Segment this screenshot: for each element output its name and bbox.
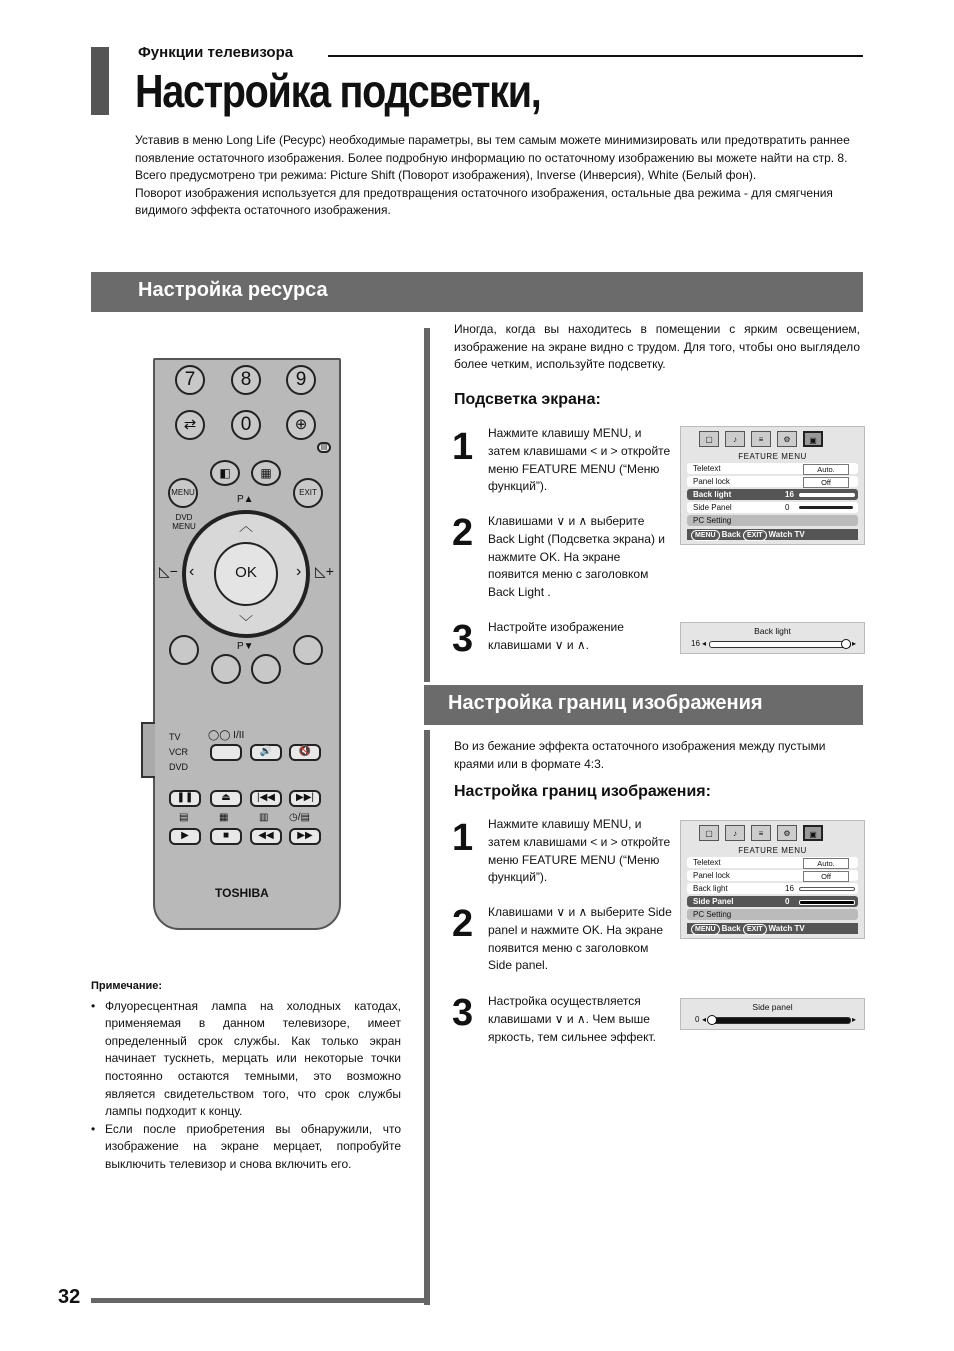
bar-left-arrow-icon: ◂ (702, 1015, 707, 1024)
setup-icon: ⚙ (777, 825, 797, 841)
menu-row-label: Side Panel (693, 502, 732, 512)
step-text: Клавишами ∨ и ∧ выберите Back Light (Подсветка экрана) и нажмите OK. На экране появится меню с заголовком Back Light . (488, 514, 665, 600)
bar-knob (841, 639, 851, 649)
p-down-label: P▼ (237, 641, 254, 652)
backlight-intro: Иногда, когда вы находитесь в помещении с ярким освещением, изображение на экране видно с трудом. Для того, чтобы оно выглядело более четким, используйте подсветку. (454, 322, 860, 372)
eject-icon: ⏏ (210, 790, 242, 807)
page-title: Настройка подсветки, (135, 65, 541, 117)
exit-key: EXIT (743, 924, 767, 935)
digit-7-button: 7 (175, 365, 205, 395)
menu-row-slider (799, 493, 855, 497)
fast-forward-icon: ▶▶ (289, 828, 321, 845)
volume-down-icon: ◺− (159, 563, 178, 579)
channel-icon: ≡ (751, 825, 771, 841)
feature-icon: ▣ (803, 825, 823, 841)
feature-icon: ▣ (803, 431, 823, 447)
intro-paragraph: Поворот изображения используется для предотвращения остаточного изображения, остальные два режима - для смягчения видимого эффекта остаточного изображения. (135, 185, 833, 218)
bar-right-arrow-icon: ▸ (852, 1015, 857, 1024)
footer-rule (91, 1298, 427, 1303)
step-number: 2 (452, 512, 474, 554)
sidepanel-intro: Во из бежание эффекта остаточного изображения между пустыми краями или в формате 4:3. (454, 739, 826, 771)
exit-button: EXIT (293, 478, 323, 508)
backlight-bar-screen (680, 622, 865, 654)
menu-row-pc-setting (687, 909, 858, 921)
menu-row-side-panel (687, 896, 858, 908)
backlight-heading: Подсветка экрана: (454, 391, 601, 408)
note-item: • Если после приобретения вы обнаружили, что изображение на экране мерцает, попробуйте выключить телевизор и снова включить его. (105, 1121, 401, 1174)
digit-9-button: 9 (286, 365, 316, 395)
menu-row-panel-lock (687, 476, 858, 488)
menu-row-label: PC Setting (693, 515, 732, 525)
menu-row-value: Auto. (803, 858, 849, 869)
bar-value: 16 (691, 639, 700, 648)
menu-row-panel-lock (687, 870, 858, 882)
mode-vcr-label: VCR (169, 747, 189, 757)
setup-icon: ⚙ (777, 431, 797, 447)
bar-track (709, 1017, 851, 1024)
yellow-button (251, 654, 281, 684)
menu-row-label: Side Panel (693, 896, 734, 906)
menu-key: MENU (691, 924, 720, 935)
sound-icon: 🔊 (250, 744, 282, 761)
page-number: 32 (58, 1286, 81, 1308)
menu-row-value: Off (803, 871, 849, 882)
pause-icon: ❚❚ (169, 790, 201, 807)
intro-paragraph: Всего предусмотрено три режима: Picture Shift (Поворот изображения), Inverse (Инверсия), White (Белый фон). (135, 168, 757, 183)
step-number: 2 (452, 903, 474, 945)
stop-icon: ■ (210, 828, 242, 845)
menu-footer-back: Back (721, 530, 741, 539)
remote-control-illustration (153, 358, 341, 930)
wide-icon: ▦ (251, 460, 281, 486)
picture-icon: ▢ (699, 431, 719, 447)
p-up-label: P▲ (237, 494, 254, 505)
skip-back-icon: |◀◀ (250, 790, 282, 807)
subtitle-icon: ▤ (317, 442, 331, 453)
right-arrow-icon: › (296, 563, 302, 580)
column-divider (424, 730, 430, 1305)
skip-forward-icon: ▶▶| (289, 790, 321, 807)
sidepanel-bar-screen (680, 998, 865, 1030)
blue-button (293, 635, 323, 665)
sidepanel-heading: Настройка границ изображения: (454, 783, 711, 800)
input-icon: ⊕ (286, 410, 316, 440)
step-number: 1 (452, 817, 474, 859)
step-text: Настройка осуществляется клавишами ∨ и ∧. Чем выше яркость, тем сильнее эффект. (488, 994, 656, 1044)
digit-8-button: 8 (231, 365, 261, 395)
stereo-label: ◯◯ I/II (208, 730, 245, 741)
menu-row-label: PC Setting (693, 909, 732, 919)
menu-row-teletext (687, 857, 858, 869)
step-text: Нажмите клавишу MENU, и затем клавишами < и > откройте меню FEATURE MENU (“Меню функций”). (488, 817, 671, 885)
menu-row-label: Teletext (693, 857, 721, 867)
index-icon: ▦ (219, 812, 229, 823)
stereo-button (210, 744, 242, 761)
bar-label: Side panel (752, 1002, 793, 1012)
menu-row-slider (799, 900, 855, 905)
sound-icon: ♪ (725, 431, 745, 447)
menu-footer-watch: Watch TV (768, 530, 805, 539)
menu-row-slider (799, 506, 853, 509)
step-number: 1 (452, 426, 474, 468)
green-button (211, 654, 241, 684)
stereo-text: I/II (233, 730, 245, 741)
feature-menu-screen (680, 426, 865, 545)
menu-title: FEATURE MENU (738, 452, 807, 461)
menu-footer-back: Back (721, 924, 741, 933)
menu-row-back-light (687, 489, 858, 501)
channel-icon: ≡ (751, 431, 771, 447)
bar-label: Back light (754, 626, 791, 636)
timer-icon: ◷/▤ (289, 812, 310, 823)
brand-logo: TOSHIBA (215, 886, 269, 900)
hold-icon: ▥ (259, 812, 269, 823)
recall-icon: ⇄ (175, 410, 205, 440)
down-arrow-icon: ﹀ (239, 614, 253, 630)
sound-icon: ♪ (725, 825, 745, 841)
menu-row-back-light (687, 883, 858, 895)
menu-row-label: Teletext (693, 463, 721, 473)
menu-footer (687, 923, 858, 934)
section-band-title: Настройка ресурса (138, 279, 328, 301)
section-band-resource (91, 272, 863, 312)
intro-paragraph: Уставив в меню Long Life (Ресурс) необходимые параметры, вы тем самым можете минимизировать или предотвратить раннее появление остаточного изображения. Более подробную информацию по остаточному изображению вы можете найти на стр. 8. (135, 133, 850, 165)
picture-icon: ▢ (699, 825, 719, 841)
step-text: Нажмите клавишу MENU, и затем клавишами < и > откройте меню FEATURE MENU (“Меню функций”). (488, 426, 671, 494)
section-label: Функции телевизора (138, 44, 294, 61)
step-text: Клавишами ∨ и ∧ выберите Side panel и нажмите OK. На экране появится меню с заголовком Side panel. (488, 905, 672, 973)
bar-right-arrow-icon: ▸ (852, 639, 857, 648)
menu-row-slider (799, 887, 855, 891)
mode-tv-label: TV (169, 732, 181, 742)
menu-row-value: 0 (785, 896, 790, 906)
exit-key: EXIT (743, 530, 767, 541)
menu-row-label: Back light (693, 883, 728, 893)
intro-text (135, 132, 865, 220)
play-icon: ▶ (169, 828, 201, 845)
mute-icon: 🔇 (289, 744, 321, 761)
menu-row-label: Back light (693, 489, 732, 499)
menu-row-value: Off (803, 477, 849, 488)
mode-switch (141, 722, 155, 778)
column-divider (424, 328, 430, 682)
menu-row-label: Panel lock (693, 870, 730, 880)
bar-track (709, 641, 851, 648)
menu-row-side-panel (687, 502, 858, 514)
step-number: 3 (452, 618, 474, 660)
menu-key: MENU (691, 530, 720, 541)
red-button (169, 635, 199, 665)
header-rule (328, 55, 863, 57)
text-icon: ▤ (179, 812, 189, 823)
volume-up-icon: ◺+ (315, 563, 334, 579)
digit-0-button: 0 (231, 410, 261, 440)
menu-row-value: 0 (785, 502, 790, 512)
menu-footer-watch: Watch TV (768, 924, 805, 933)
menu-row-value: 16 (785, 489, 794, 499)
menu-row-teletext (687, 463, 858, 475)
rewind-icon: ◀◀ (250, 828, 282, 845)
bar-value: 0 (695, 1015, 700, 1024)
menu-footer (687, 529, 858, 540)
menu-title: FEATURE MENU (738, 846, 807, 855)
bar-left-arrow-icon: ◂ (702, 639, 707, 648)
dvd-menu-label: DVD MENU (172, 513, 196, 531)
menu-row-pc-setting (687, 515, 858, 527)
menu-button: MENU (168, 478, 198, 508)
bar-knob (707, 1015, 717, 1025)
ok-button: OK (214, 542, 278, 606)
mode-dvd-label: DVD (169, 762, 189, 772)
step-number: 3 (452, 992, 474, 1034)
up-arrow-icon: ︿ (239, 518, 253, 534)
menu-row-label: Panel lock (693, 476, 730, 486)
note-block (91, 978, 401, 1174)
section-band-title: Настройка границ изображения (448, 692, 763, 714)
menu-row-value: 16 (785, 883, 794, 893)
left-arrow-icon: ‹ (189, 563, 195, 580)
feature-menu-screen (680, 820, 865, 939)
step-text: Настройте изображение клавишами ∨ и ∧. (488, 620, 624, 652)
menu-row-value: Auto. (803, 464, 849, 475)
section-band-side-panel (424, 685, 863, 725)
header-accent-bar (91, 47, 109, 115)
picture-size-icon: ◧ (210, 460, 240, 486)
note-item: • Флуоресцентная лампа на холодных катодах, применяемая в данном телевизоре, имеет определенный срок службы. Как только экран начинает тускнеть, мерцать или некоторые точки постоянно остаются темными, это возможно является свидетельством того, что срок службы лампы подходит к концу. (105, 998, 401, 1121)
note-title: Примечание: (91, 980, 163, 992)
